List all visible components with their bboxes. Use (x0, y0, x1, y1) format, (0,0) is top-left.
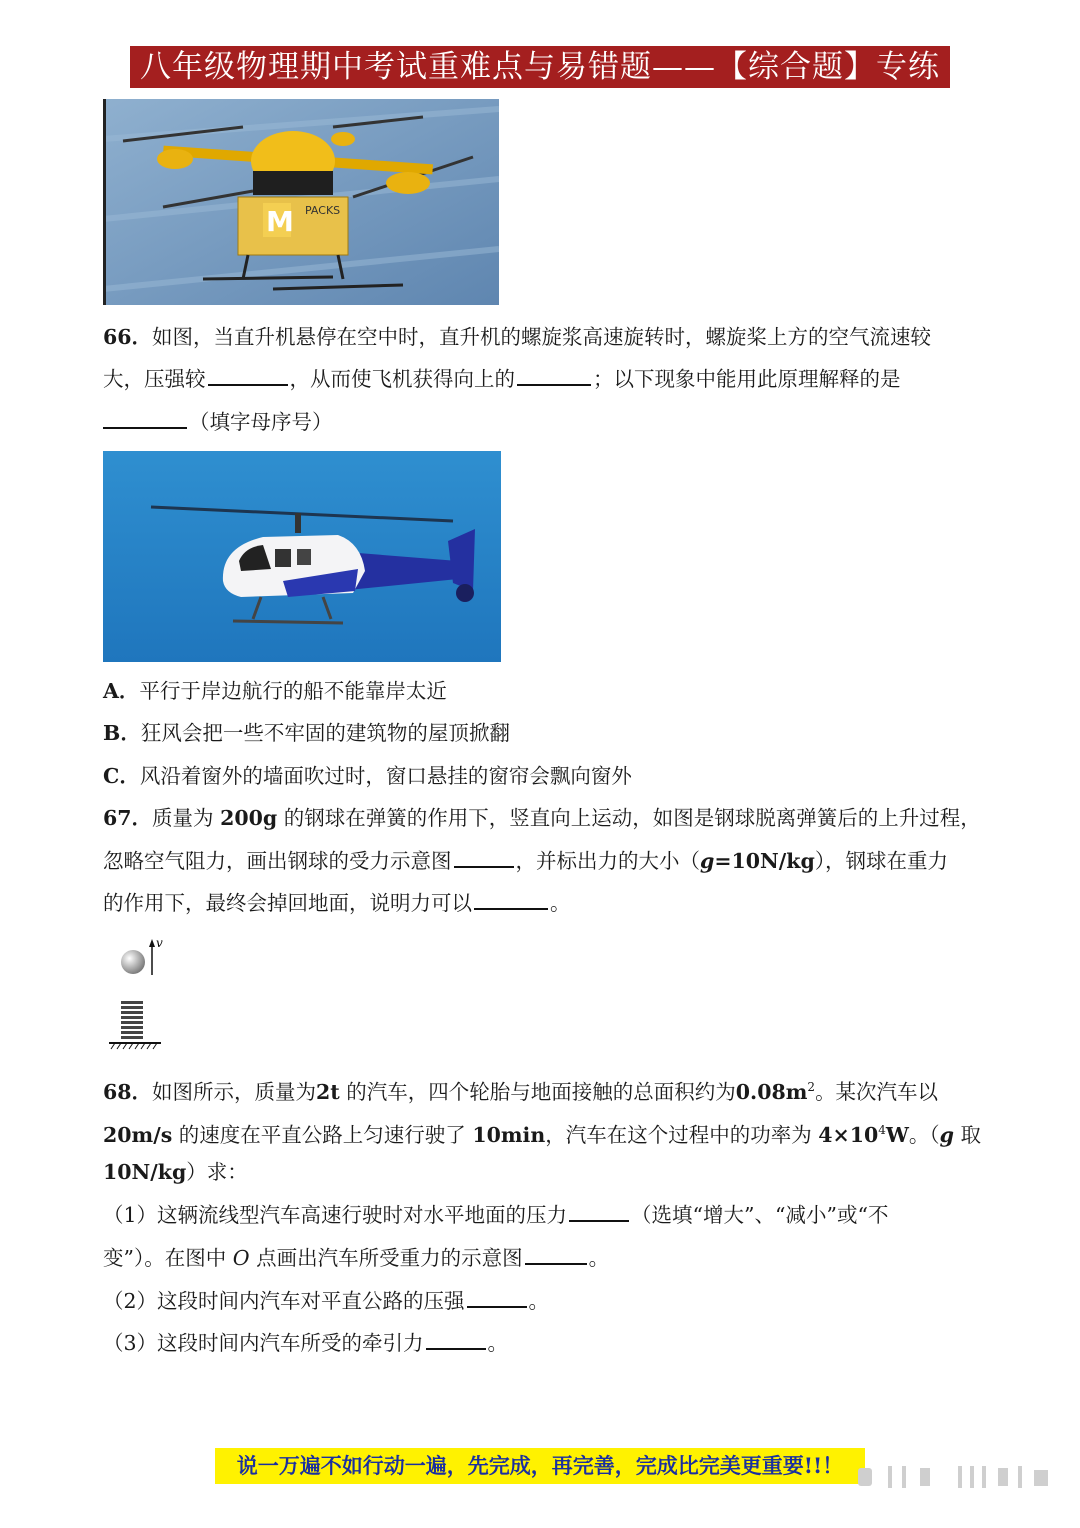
steel-ball (121, 950, 145, 974)
q68-g-symbol: g (939, 1122, 954, 1147)
q67-text2b: ，并标出力的大小（ (515, 849, 700, 873)
q68-mass: 2t (316, 1079, 340, 1104)
q68-part3-text-b: 。 (487, 1331, 509, 1355)
q68-line3 (103, 1151, 983, 1194)
q68-part2-number: （2） (103, 1289, 158, 1313)
q66-line1 (103, 316, 983, 359)
q67-blank-1[interactable] (454, 846, 514, 868)
q68-part3-blank[interactable] (426, 1328, 486, 1350)
q66-blank-3[interactable] (103, 407, 187, 429)
q68-text2b: ，汽车在这个过程中的功率为 (545, 1122, 812, 1147)
drone-box-label: M (266, 205, 294, 238)
q66-option-c-text: 风沿着窗外的墙面吹过时，窗口悬挂的窗帘会飘向窗外 (139, 764, 632, 788)
q67-blank-2[interactable] (474, 888, 548, 910)
q67-mass: 200g (220, 806, 278, 830)
q67-text2c: ），钢球在重力 (814, 849, 949, 873)
q67-number: 67 (103, 806, 132, 830)
q66-option-a-letter: A (103, 679, 119, 703)
q67-g-value: =10N/kg (714, 849, 815, 873)
q68-part3-number: （3） (103, 1331, 158, 1355)
q66-text1: 如图，当直升机悬停在空中时，直升机的螺旋浆高速旋转时，螺旋桨上方的空气流速较 (152, 325, 932, 349)
q66-option-b-sep: ． (120, 721, 141, 745)
q68-part3-text-a: 这段时间内汽车所受的牵引力 (157, 1331, 424, 1355)
q68-g-value: 10N/kg (103, 1160, 187, 1184)
q68-text3: ）求： (186, 1160, 248, 1184)
q66-line3 (103, 401, 983, 444)
q68-part2-text-a: 这段时间内汽车对平直公路的压强 (157, 1289, 465, 1313)
q68-text2c: 。（ (908, 1122, 940, 1147)
q68-part1-text-d: 点画出汽车所受重力的示意图 (256, 1246, 523, 1270)
q66-option-c-letter: C (103, 764, 120, 788)
q66-text2a: 大，压强较 (103, 367, 206, 391)
q68-text1b: 的汽车，四个轮胎与地面接触的总面积约为 (346, 1079, 736, 1104)
q68-part2-blank[interactable] (467, 1286, 527, 1308)
q68-part1-blank-1[interactable] (569, 1200, 629, 1222)
q66-number: 66． (103, 325, 153, 349)
q68-part1-line1 (103, 1194, 983, 1237)
q68-area-sup: 2 (807, 1080, 816, 1094)
q66-option-c (103, 755, 983, 798)
q68-text1c: 。某次汽车以 (815, 1079, 939, 1104)
q67-line3 (103, 882, 983, 925)
q68-time: 10min (472, 1122, 546, 1147)
q68-line1 (103, 1066, 983, 1114)
watermark (858, 1464, 1058, 1494)
q68-part1-blank-2[interactable] (525, 1243, 587, 1265)
q68-part2 (103, 1280, 983, 1323)
q68-part1-number: （1） (103, 1203, 158, 1227)
q67-g-symbol: g (700, 849, 715, 873)
q68-power-sup: 4 (878, 1123, 886, 1137)
q68-part3 (103, 1322, 983, 1365)
q67-text1a: 质量为 (152, 806, 214, 830)
q68-power-unit: W (885, 1122, 909, 1147)
q66-option-b-text: 狂风会把一些不牢固的建筑物的屋顶掀翻 (140, 721, 510, 745)
q66-line2 (103, 358, 983, 401)
q68-point-o: O (232, 1246, 250, 1270)
q68-speed: 20m/s (103, 1122, 173, 1147)
q67-text2a: 忽略空气阻力，画出钢球的受力示意图 (103, 849, 452, 873)
helicopter-photo (103, 451, 501, 662)
q67-text3b: 。 (550, 891, 571, 915)
q68-part2-text-b: 。 (528, 1289, 550, 1313)
q66-option-b-letter: B (103, 721, 121, 745)
q66-option-a-sep: ． (118, 679, 140, 703)
drone-box-brand: PACKS (305, 204, 341, 217)
q66-blank-1[interactable] (208, 364, 288, 386)
q68-area: 0.08m (735, 1079, 808, 1104)
q67-text3a: 的作用下，最终会掉回地面，说明力可以 (103, 891, 472, 915)
q68-part1-text-e: 。 (588, 1246, 610, 1270)
spring (121, 1001, 143, 1039)
q68-text2d: 取 (960, 1122, 982, 1147)
q68-part1-line2 (103, 1237, 983, 1280)
page-title-banner: 八年级物理期中考试重难点与易错题——【综合题】专练 (130, 46, 950, 88)
motto-banner: 说一万遍不如行动一遍，先完成，再完善，完成比完美更重要!!！ (215, 1448, 865, 1484)
q66-option-c-sep: ． (119, 764, 140, 788)
velocity-label: v (156, 936, 163, 950)
q67-line2 (103, 840, 983, 883)
q66-text2c: ；以下现象中能用此原理解释的是 (593, 367, 901, 391)
q68-part1-text-a: 这辆流线型汽车高速行驶时对水平地面的压力 (157, 1203, 568, 1227)
q66-option-a-text: 平行于岸边航行的船不能靠岸太近 (139, 679, 447, 703)
drone-photo (103, 99, 499, 305)
q66-text3: （填字母序号） (189, 410, 333, 434)
q68-number: 68． (103, 1079, 153, 1104)
q68-part1-text-c: 变”）。在图中 (103, 1246, 227, 1270)
q67-line1 (103, 797, 983, 840)
q67-text1b: 的钢球在弹簧的作用下，竖直向上运动，如图是钢球脱离弹簧后的上升过程， (283, 806, 981, 830)
q68-text1a: 如图所示，质量为 (152, 1079, 317, 1104)
q66-blank-2[interactable] (517, 364, 591, 386)
q68-text2a: 的速度在平直公路上匀速行驶了 (178, 1122, 466, 1147)
q68-power: 4×10 (818, 1122, 879, 1147)
q66-option-b (103, 712, 983, 755)
q66-option-a (103, 670, 983, 713)
ball-spring-diagram (105, 935, 175, 1055)
q68-part1-text-b: （选填“增大”、“减小”或“不 (631, 1203, 889, 1227)
q68-line2 (103, 1109, 983, 1157)
q67-sep: ． (131, 806, 153, 830)
q66-text2b: ，从而使飞机获得向上的 (289, 367, 515, 391)
